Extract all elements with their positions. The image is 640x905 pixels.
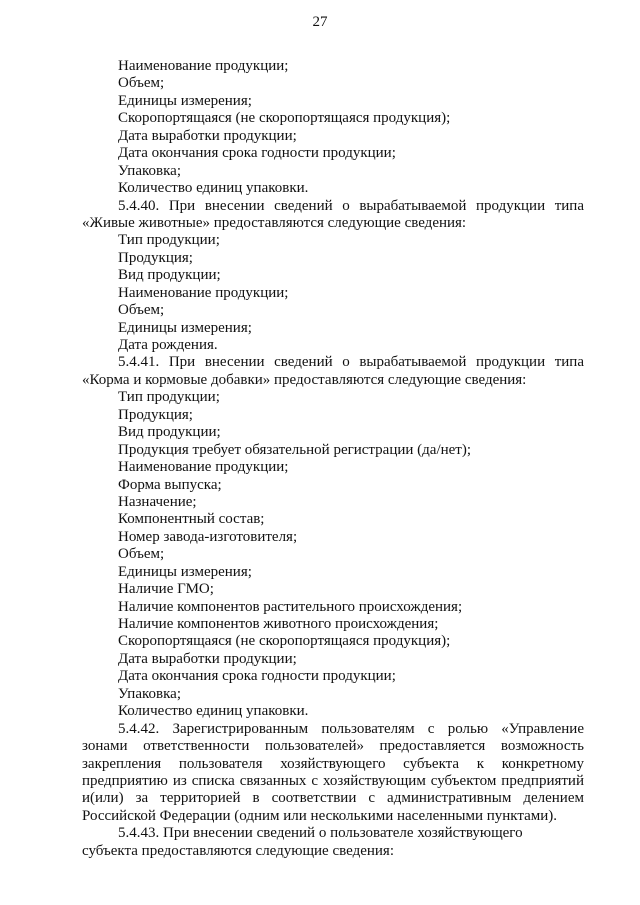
text-line: Единицы измерения; (118, 563, 252, 580)
text-line: Объем; (118, 546, 165, 563)
text-line: закрепления пользователя хозяйствующего субъекта к конкретному (82, 755, 584, 772)
text-line: Дата окончания срока годности продукции; (118, 145, 396, 162)
text-line: Вид продукции; (118, 424, 221, 441)
text-line: и(или) за территорией в соответствии с административным делением (82, 790, 584, 807)
text-line: Упаковка; (118, 162, 181, 179)
text-line: Упаковка; (118, 685, 181, 702)
text-line: 5.4.43. При внесении сведений о пользователе хозяйствующего (118, 825, 523, 842)
text-line: Компонентный состав; (118, 511, 265, 528)
text-line: Вид продукции; (118, 267, 221, 284)
text-line: Объем; (118, 302, 165, 319)
text-line: Продукция требует обязательной регистрации (да/нет); (118, 441, 472, 458)
text-line: Дата рождения. (118, 337, 218, 353)
text-line: Продукция; (118, 406, 193, 423)
text-line: Наличие ГМО; (118, 581, 214, 598)
text-line: «Живые животные» предоставляются следующие сведения: (82, 214, 467, 231)
text-line: Количество единиц упаковки. (118, 180, 309, 197)
text-line: Объем; (118, 75, 165, 92)
text-line: Дата выработки продукции; (118, 650, 297, 667)
text-line: Форма выпуска; (118, 476, 222, 493)
text-line: Наличие компонентов животного происхождения; (118, 616, 439, 632)
text-line: Скоропортящаяся (не скоропортящаяся продукция); (118, 633, 451, 650)
text-line: Единицы измерения; (118, 92, 252, 109)
text-line: Дата окончания срока годности продукции; (118, 668, 396, 685)
text-line: зонами ответственности пользователей» предоставляется возможность (82, 738, 584, 755)
text-line: Назначение; (118, 493, 197, 510)
page-number: 27 (312, 14, 328, 30)
text-line: «Корма и кормовые добавки» предоставляются следующие сведения: (82, 371, 527, 388)
text-line: предприятию из списка связанных с хозяйствующим субъектом предприятий (82, 772, 584, 789)
document-body (82, 58, 584, 860)
text-line: 5.4.41. При внесении сведений о вырабатываемой продукции типа (118, 354, 584, 371)
text-line: Наименование продукции; (118, 284, 289, 301)
text-line: Количество единиц упаковки. (118, 703, 309, 720)
text-line: Наименование продукции; (118, 58, 289, 74)
text-line: Номер завода-изготовителя; (118, 528, 298, 545)
text-line: Продукция; (118, 249, 193, 266)
text-line: субъекта предоставляются следующие сведения: (82, 842, 394, 859)
text-line: Наименование продукции; (118, 459, 289, 476)
text-line: 5.4.40. При внесении сведений о вырабатываемой продукции типа (118, 197, 584, 214)
text-line: Тип продукции; (118, 232, 220, 249)
text-line: Дата выработки продукции; (118, 127, 297, 144)
text-line: Скоропортящаяся (не скоропортящаяся продукция); (118, 110, 451, 127)
text-line: 5.4.42. Зарегистрированным пользователям с ролью «Управление (118, 720, 584, 737)
text-line: Наличие компонентов растительного происхождения; (118, 598, 463, 615)
text-line: Российской Федерации (одним или несколькими населенными пунктами). (82, 807, 558, 824)
text-line: Единицы измерения; (118, 319, 252, 336)
text-line: Тип продукции; (118, 389, 220, 406)
